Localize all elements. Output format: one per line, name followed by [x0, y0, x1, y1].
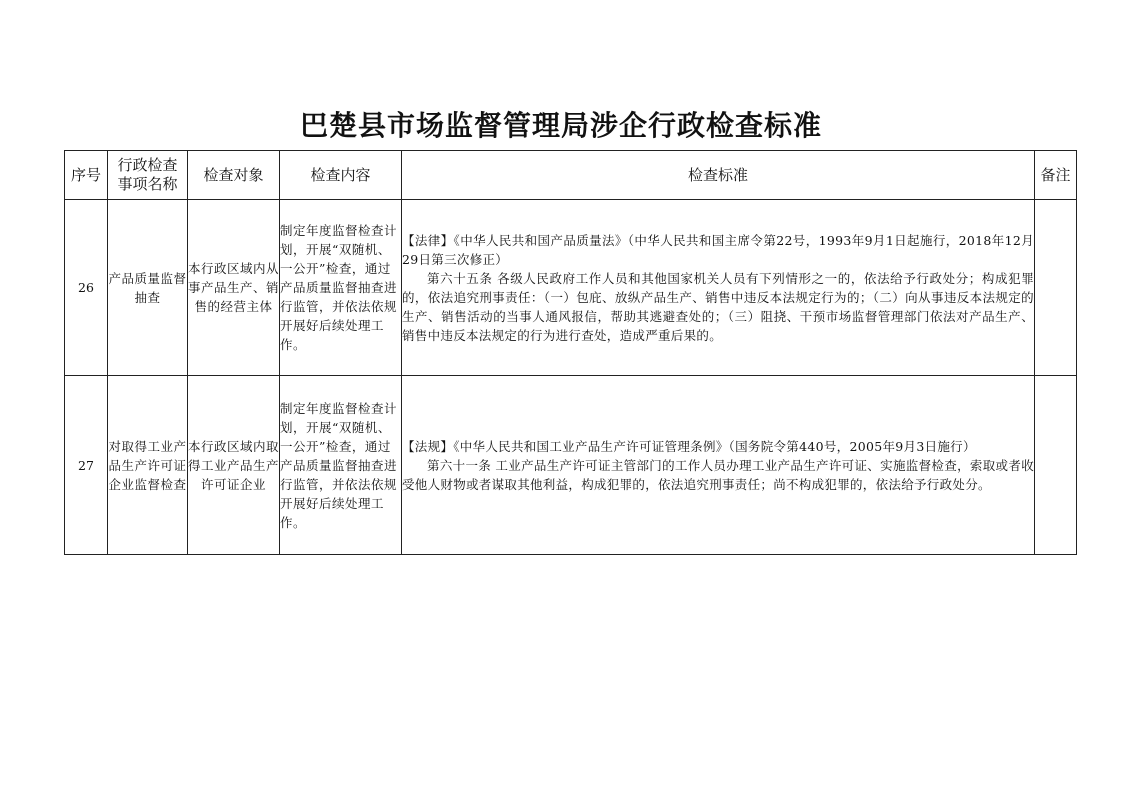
table-header-row [65, 151, 1077, 200]
table-row [65, 376, 1077, 555]
header-item-name-label: 行政检查事项名称 [117, 156, 178, 193]
row-item-name: 产品质量监督抽查 [108, 200, 188, 376]
header-content: 检查内容 [280, 151, 402, 200]
row-no: 27 [65, 376, 108, 555]
header-remark: 备注 [1035, 151, 1077, 200]
standard-citation: 【法规】《中华人民共和国工业产品生产许可证管理条例》（国务院令第440号，2005年9月3日施行） [402, 438, 976, 454]
row-standard [402, 200, 1035, 376]
row-content: 制定年度监督检查计划，开展“双随机、一公开”检查，通过产品质量监督抽查进行监管，并依法依规开展好后续处理工作。 [280, 200, 402, 376]
inspection-standards-table [64, 150, 1077, 555]
row-content: 制定年度监督检查计划，开展“双随机、一公开”检查，通过产品质量监督抽查进行监管，并依法依规开展好后续处理工作。 [280, 376, 402, 555]
header-target: 检查对象 [188, 151, 280, 200]
header-no: 序号 [65, 151, 108, 200]
row-remark [1035, 376, 1077, 555]
header-standard: 检查标准 [402, 151, 1035, 200]
page-title: 巴楚县市场监督管理局涉企行政检查标准 [299, 109, 822, 142]
standard-article: 第六十五条 各级人民政府工作人员和其他国家机关人员有下列情形之一的，依法给予行政处分；构成犯罪的，依法追究刑事责任：（一）包庇、放纵产品生产、销售中违反本法规定行为的；（二）向从事违反本法规定的生产、销售活动的当事人通风报信，帮助其逃避查处的；（三）阻挠、干预市场监督管理部门依法对产品生产、销售中违反本法规定的行为进行查处，造成严重后果的。 [402, 270, 1034, 343]
standard-citation: 【法律】《中华人民共和国产品质量法》（中华人民共和国主席令第22号，1993年9月1日起施行，2018年12月29日第三次修正） [402, 232, 1034, 267]
row-target: 本行政区域内取得工业产品生产许可证企业 [188, 376, 280, 555]
standard-article: 第六十一条 工业产品生产许可证主管部门的工作人员办理工业产品生产许可证、实施监督检查，索取或者收受他人财物或者谋取其他利益，构成犯罪的，依法追究刑事责任；尚不构成犯罪的，依法给予行政处分。 [402, 457, 1034, 492]
row-target: 本行政区域内从事产品生产、销售的经营主体 [188, 200, 280, 376]
table-row [65, 200, 1077, 376]
row-standard [402, 376, 1035, 555]
row-remark [1035, 200, 1077, 376]
row-no: 26 [65, 200, 108, 376]
row-item-name: 对取得工业产品生产许可证企业监督检查 [108, 376, 188, 555]
header-item-name [108, 151, 188, 200]
